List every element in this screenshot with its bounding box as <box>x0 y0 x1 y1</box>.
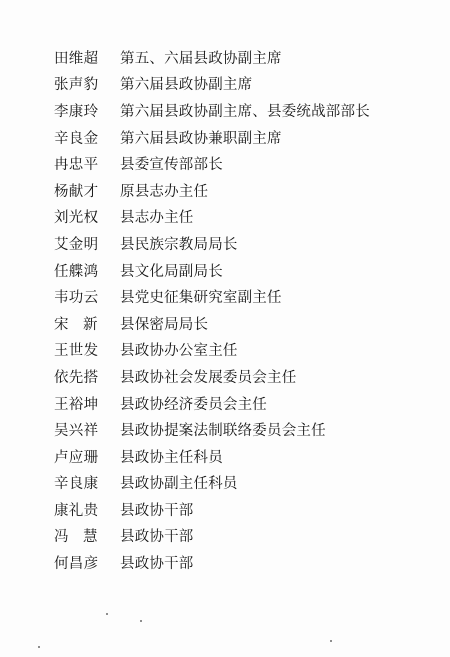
roster-row <box>54 549 434 576</box>
member-name: 辛良康 <box>54 476 99 493</box>
roster-row <box>54 363 434 390</box>
member-title: 县政协社会发展委员会主任 <box>120 369 297 386</box>
member-name: 李康玲 <box>54 103 99 120</box>
roster-row <box>54 230 434 257</box>
member-name: 任艓鸿 <box>54 263 99 280</box>
member-title: 县政协提案法制联络委员会主任 <box>120 423 326 440</box>
member-name: 冉忠平 <box>54 157 99 174</box>
member-name: 康礼贵 <box>54 502 99 519</box>
member-title: 第六届县政协兼职副主席 <box>120 130 282 147</box>
member-title: 县政协干部 <box>120 529 194 546</box>
member-title: 县党史征集研究室副主任 <box>120 290 282 307</box>
member-name: 田维超 <box>54 50 99 67</box>
roster-row <box>54 257 434 284</box>
member-title: 县文化局副局长 <box>120 263 223 280</box>
member-name: 卢应珊 <box>54 449 99 466</box>
roster-row <box>54 443 434 470</box>
member-name: 张声豹 <box>54 77 99 94</box>
member-title: 第六届县政协副主席 <box>120 77 253 94</box>
member-name: 刘光权 <box>54 210 99 227</box>
member-title: 县民族宗教局局长 <box>120 236 238 253</box>
roster-row <box>54 124 434 151</box>
member-roster <box>54 44 434 576</box>
roster-row <box>54 310 434 337</box>
member-title: 原县志办主任 <box>120 183 209 200</box>
member-name: 王世发 <box>54 343 99 360</box>
member-name: 宋 新 <box>54 316 98 333</box>
member-title: 县政协主任科员 <box>120 449 223 466</box>
member-title: 县政协经济委员会主任 <box>120 396 267 413</box>
roster-row <box>54 97 434 124</box>
roster-row <box>54 177 434 204</box>
member-name: 艾金明 <box>54 236 99 253</box>
scan-speck <box>38 646 40 648</box>
member-title: 县保密局局长 <box>120 316 209 333</box>
member-name: 吴兴祥 <box>54 423 99 440</box>
roster-row <box>54 150 434 177</box>
roster-row <box>54 390 434 417</box>
member-title: 第五、六届县政协副主席 <box>120 50 282 67</box>
roster-row <box>54 470 434 497</box>
scan-speck <box>330 640 332 642</box>
member-name: 韦功云 <box>54 290 99 307</box>
scan-speck <box>106 613 108 615</box>
roster-row <box>54 71 434 98</box>
member-title: 县志办主任 <box>120 210 194 227</box>
member-title: 第六届县政协副主席、县委统战部部长 <box>120 103 370 120</box>
member-title: 县政协副主任科员 <box>120 476 238 493</box>
member-title: 县政协干部 <box>120 502 194 519</box>
roster-row <box>54 416 434 443</box>
roster-row <box>54 204 434 231</box>
member-name: 何昌彦 <box>54 556 99 573</box>
member-name: 冯 慧 <box>54 529 98 546</box>
member-name: 杨献才 <box>54 183 99 200</box>
roster-row <box>54 44 434 71</box>
member-name: 依先搭 <box>54 369 99 386</box>
member-name: 王裕坤 <box>54 396 99 413</box>
member-title: 县政协办公室主任 <box>120 343 238 360</box>
member-title: 县政协干部 <box>120 556 194 573</box>
scan-speck <box>140 620 142 622</box>
member-title: 县委宣传部部长 <box>120 157 223 174</box>
roster-row <box>54 496 434 523</box>
roster-row <box>54 337 434 364</box>
roster-row <box>54 523 434 550</box>
member-name: 辛良金 <box>54 130 99 147</box>
roster-row <box>54 283 434 310</box>
